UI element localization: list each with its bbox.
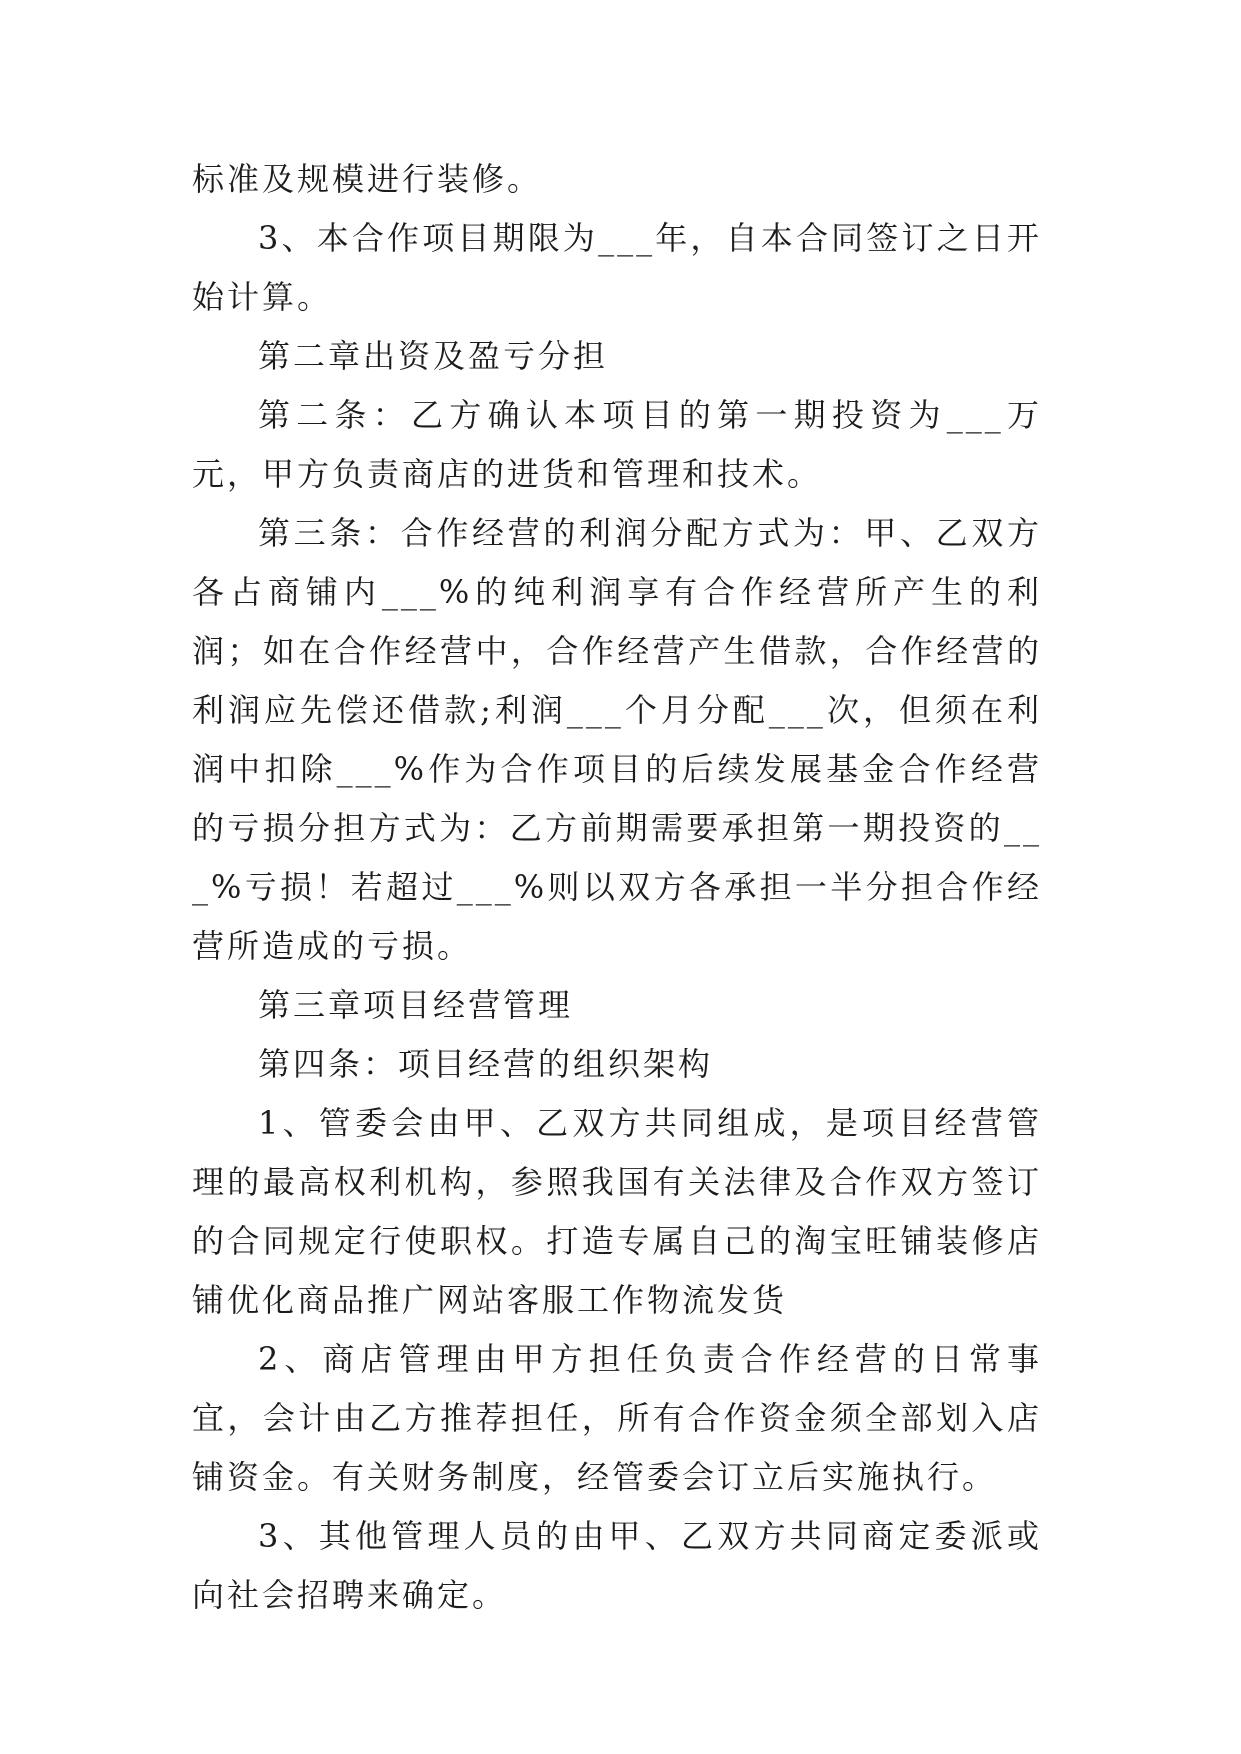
clause-management-committee: 1、管委会由甲、乙双方共同组成，是项目经营管理的最高权利机构，参照我国有关法律及合作双方签订的合同规定行使职权。打造专属自己的淘宝旺铺装修店铺优化商品推广网站客服工作物流发货 (192, 1104, 1042, 1319)
chapter-heading-investment: 第二章出资及盈亏分担 (258, 337, 609, 375)
clause-other-staff: 3、其他管理人员的由甲、乙双方共同商定委派或向社会招聘来确定。 (192, 1517, 1042, 1614)
chapter-heading-management: 第三章项目经营管理 (258, 986, 574, 1024)
article-four: 第四条：项目经营的组织架构 (258, 1045, 714, 1083)
paragraph-decoration-standard: 标准及规模进行装修。 (192, 160, 543, 198)
article-three: 第三条：合作经营的利润分配方式为：甲、乙双方各占商铺内___%的纯利润享有合作经营所产生的利润；如在合作经营中，合作经营产生借款，合作经营的利润应先偿还借款;利润___个月分配___次，但须在利润中扣除___%作为合作项目的后续发展基金合作经营的亏损分担方式为：乙方前期需要承担第一期投资的___%亏损！若超过___%则以双方各承担一半分担合作经营所造成的亏损。 (192, 514, 1042, 965)
document-body (192, 150, 1042, 1625)
article-two: 第二条：乙方确认本项目的第一期投资为___万元，甲方负责商店的进货和管理和技术。 (192, 396, 1042, 493)
paragraph-term-period: 3、本合作项目期限为___年，自本合同签订之日开始计算。 (192, 219, 1042, 316)
clause-store-management: 2、商店管理由甲方担任负责合作经营的日常事宜，会计由乙方推荐担任，所有合作资金须全部划入店铺资金。有关财务制度，经管委会订立后实施执行。 (192, 1340, 1042, 1496)
